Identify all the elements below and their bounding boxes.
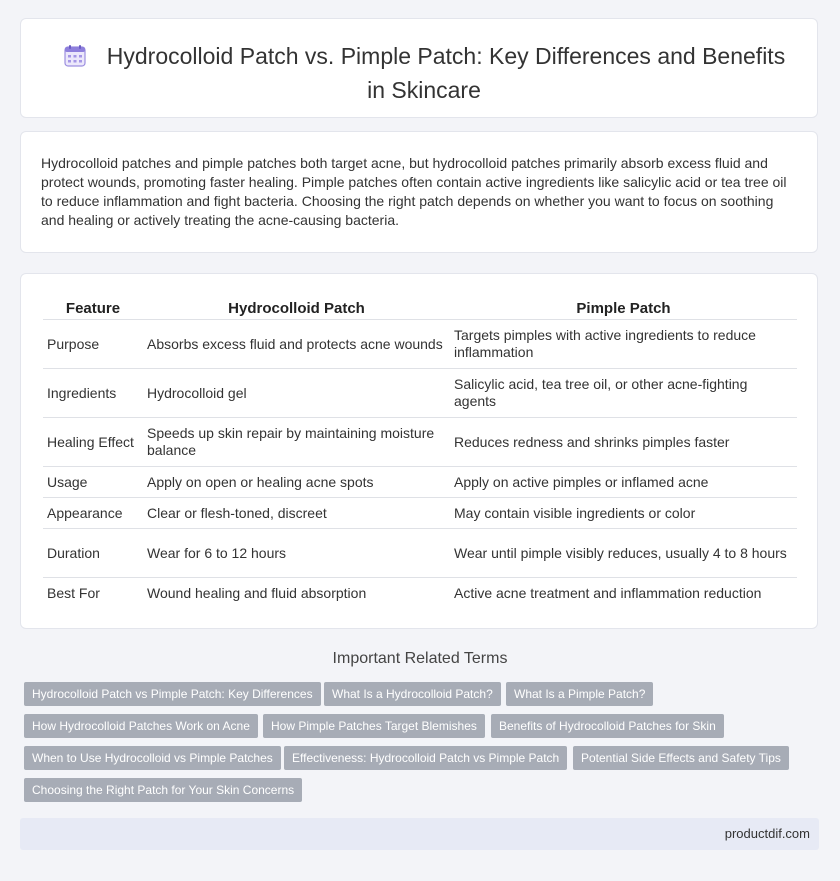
page-title: Hydrocolloid Patch vs. Pimple Patch: Key Differences and Benefits in Skincare — [41, 41, 807, 105]
related-term-tag[interactable]: Effectiveness: Hydrocolloid Patch vs Pimple Patch — [284, 746, 567, 770]
related-term-tag[interactable]: Choosing the Right Patch for Your Skin Concerns — [24, 778, 302, 802]
comparison-table — [43, 297, 797, 608]
table-cell: Apply on open or healing acne spots — [143, 467, 450, 498]
table-cell: Active acne treatment and inflammation reduction — [450, 578, 797, 609]
table-row — [43, 320, 797, 369]
table-cell: Usage — [43, 467, 143, 498]
related-term-tag[interactable]: What Is a Pimple Patch? — [506, 682, 653, 706]
header-card — [20, 18, 818, 118]
column-header: Hydrocolloid Patch — [228, 299, 365, 317]
table-cell: Apply on active pimples or inflamed acne — [450, 467, 797, 498]
table-cell: Hydrocolloid gel — [143, 369, 450, 418]
comparison-table-card — [20, 273, 818, 629]
table-cell: Speeds up skin repair by maintaining moisture balance — [143, 418, 450, 467]
table-row — [43, 467, 797, 498]
table-cell: Ingredients — [43, 369, 143, 418]
table-cell: Wound healing and fluid absorption — [143, 578, 450, 609]
table-row — [43, 578, 797, 609]
column-header: Feature — [65, 299, 121, 317]
table-row — [43, 498, 797, 529]
related-terms-title: Important Related Terms — [332, 650, 508, 667]
table-header-row — [43, 297, 797, 320]
related-term-tag[interactable]: When to Use Hydrocolloid vs Pimple Patches — [24, 746, 281, 770]
related-term-tag[interactable]: Benefits of Hydrocolloid Patches for Skin — [491, 714, 724, 738]
table-cell: May contain visible ingredients or color — [450, 498, 797, 529]
footer-site-link[interactable]: productdif.com — [724, 826, 810, 841]
footer — [20, 818, 819, 850]
table-cell: Duration — [43, 529, 143, 578]
table-cell: Targets pimples with active ingredients to reduce inflammation — [450, 320, 797, 369]
table-cell: Absorbs excess fluid and protects acne wounds — [143, 320, 450, 369]
table-cell: Best For — [43, 578, 143, 609]
table-cell: Healing Effect — [43, 418, 143, 467]
intro-text: Hydrocolloid patches and pimple patches both target acne, but hydrocolloid patches primarily absorb excess fluid and protect wounds, promoting faster healing. Pimple patches often contain active ingredients like salicylic acid or tea tree oil to reduce inflammation and fight bacteria. Choosing the right patch depends on whether you want to focus on soothing and healing or actively treating the acne-causing bacteria. — [41, 155, 787, 228]
table-cell: Clear or flesh-toned, discreet — [143, 498, 450, 529]
related-term-tag[interactable]: Potential Side Effects and Safety Tips — [573, 746, 789, 770]
calendar-icon — [63, 44, 87, 75]
table-cell: Purpose — [43, 320, 143, 369]
table-cell: Salicylic acid, tea tree oil, or other acne-fighting agents — [450, 369, 797, 418]
table-row — [43, 529, 797, 578]
table-cell: Appearance — [43, 498, 143, 529]
related-term-tag[interactable]: How Pimple Patches Target Blemishes — [263, 714, 485, 738]
related-term-tag[interactable]: What Is a Hydrocolloid Patch? — [324, 682, 501, 706]
related-term-tag[interactable]: How Hydrocolloid Patches Work on Acne — [24, 714, 258, 738]
table-row — [43, 418, 797, 467]
table-cell: Reduces redness and shrinks pimples faster — [450, 418, 797, 467]
table-row — [43, 369, 797, 418]
intro-card — [20, 131, 818, 253]
column-header: Pimple Patch — [576, 299, 671, 317]
table-cell: Wear for 6 to 12 hours — [143, 529, 450, 578]
related-term-tag[interactable]: Hydrocolloid Patch vs Pimple Patch: Key Differences — [24, 682, 321, 706]
table-cell: Wear until pimple visibly reduces, usually 4 to 8 hours — [450, 529, 797, 578]
